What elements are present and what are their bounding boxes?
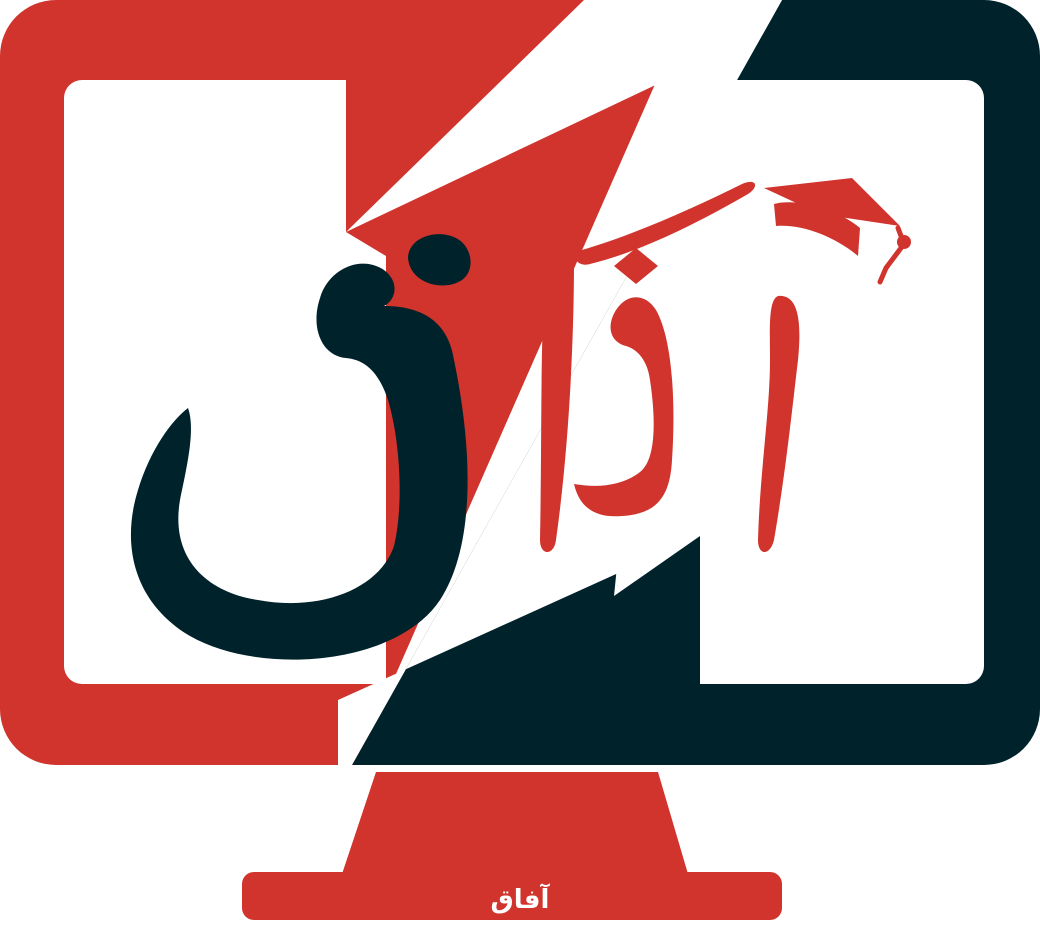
logo-wordmark: آفاق xyxy=(490,885,550,915)
monitor-stand-neck xyxy=(342,772,688,874)
cap-tassel-knot xyxy=(897,235,911,249)
